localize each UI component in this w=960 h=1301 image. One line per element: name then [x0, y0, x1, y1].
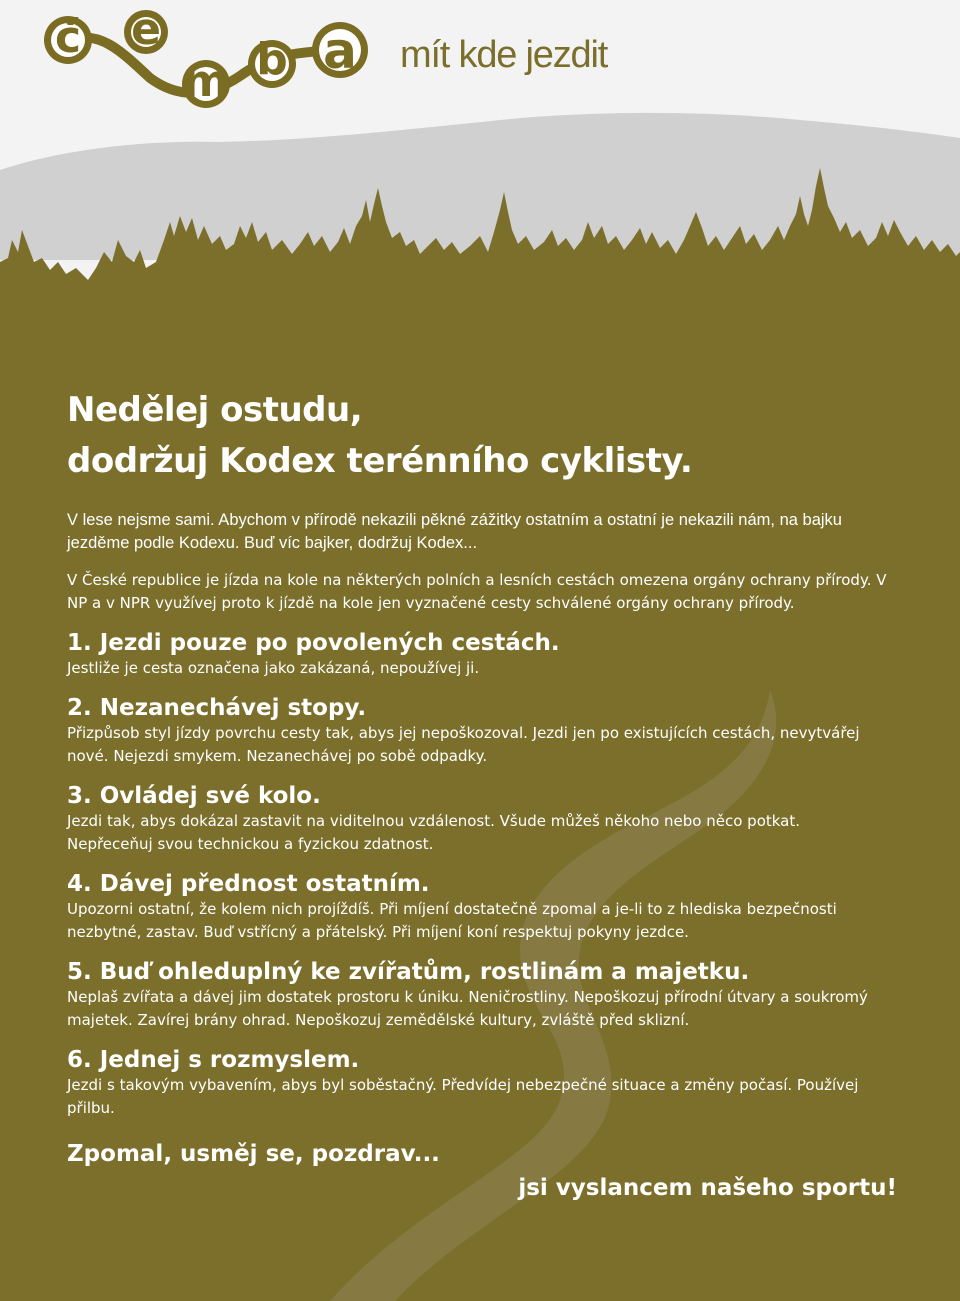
intro-paragraph-2: V České republice je jízda na kole na některých polních a lesních cestách omezena orgány ochrany přírody. V NP a v NPR využívej proto k jízdě na kole jen vyznačené cesty schválené orgány ochrany přírody.	[67, 571, 887, 612]
rule-5	[67, 958, 897, 1032]
rule-6	[67, 1046, 897, 1120]
closing-line-1: Zpomal, usměj se, pozdrav...	[67, 1141, 440, 1167]
rule-title: 3. Ovládej své kolo.	[67, 783, 321, 809]
rule-title: 6. Jednej s rozmyslem.	[67, 1047, 360, 1073]
rule-title: 4. Dávej přednost ostatním.	[67, 871, 430, 897]
rule-text: Jezdi s takovým vybavením, abys byl soběstačný. Předvídej nebezpečné situace a změny počasí. Používej přilbu.	[67, 1076, 859, 1117]
intro-paragraph-1: V lese nejsme sami. Abychom v přírodě nekazili pěkné zážitky ostatním a ostatní je nekazili nám, na bajku jezděme podle Kodexu. Buď víc bajker, dodržuj Kodex...	[67, 511, 842, 552]
logo-letter-a: a	[323, 22, 357, 80]
logo-letter-b: b	[256, 34, 288, 85]
tagline: mít kde jezdit	[400, 34, 608, 76]
rule-title: 1. Jezdi pouze po povolených cestách.	[67, 630, 560, 656]
headline	[67, 385, 897, 487]
rule-text: Upozorni ostatní, že kolem nich projíždíš. Při míjení dostatečně zpomal a je-li to z hlediska bezpečnosti nezbytné, zastav. Buď vstřícný a přátelský. Při míjení koní respektuj pokyny jezdce.	[67, 900, 837, 941]
rule-text: Přizpůsob styl jízdy povrchu cesty tak, abys jej nepoškozoval. Jezdi jen po existujících cestách, nevytvářej nové. Nejezdi smykem. Nezanechávej po sobě odpadky.	[67, 724, 860, 765]
rule-text: Jestliže je cesta označena jako zakázaná, nepoužívej ji.	[67, 659, 480, 677]
rule-4	[67, 870, 897, 944]
headline-line1: Nedělej ostudu,	[67, 390, 363, 430]
cemba-logo	[40, 0, 380, 120]
rule-text: Neplaš zvířata a dávej jim dostatek prostoru k úniku. Neničrostliny. Nepoškozuj přírodní útvary a soukromý majetek. Zavírej brány ohrad. Nepoškozuj zemědělské kultury, zvláště před sklizní.	[67, 988, 868, 1029]
rule-text: Jezdi tak, abys dokázal zastavit na viditelnou vzdálenost. Všude můžeš někoho nebo něco potkat. Nepřeceňuj svou technickou a fyzickou zdatnost.	[67, 812, 801, 853]
rule-3	[67, 782, 897, 856]
logo-letter-c: č	[54, 12, 82, 63]
rule-2	[67, 694, 897, 768]
closing-line-2: jsi vyslancem našeho sportu!	[518, 1175, 897, 1201]
headline-line2: dodržuj Kodex terénního cyklisty.	[67, 441, 693, 481]
logo-letter-e: e	[131, 4, 161, 55]
rule-1	[67, 629, 897, 680]
rule-title: 5. Buď ohleduplný ke zvířatům, rostlinám a majetku.	[67, 959, 750, 985]
logo-letter-m: m	[183, 56, 229, 107]
rule-title: 2. Nezanechávej stopy.	[67, 695, 367, 721]
kodex-content	[67, 385, 897, 1202]
